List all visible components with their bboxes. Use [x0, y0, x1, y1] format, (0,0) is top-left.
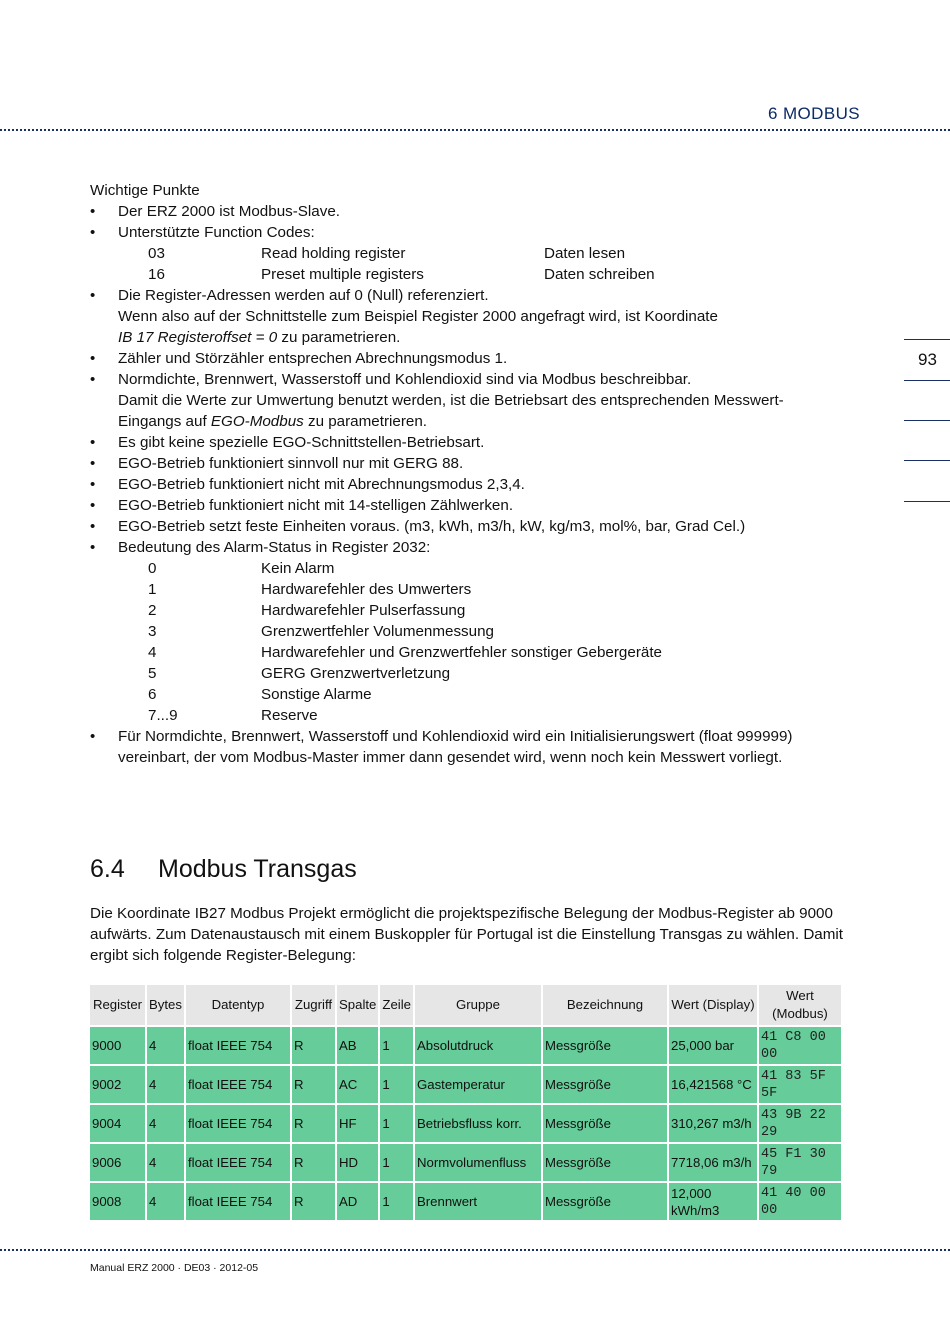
function-meaning: Daten schreiben — [544, 266, 655, 283]
table-cell: R — [292, 1066, 335, 1103]
table-cell: Messgröße — [543, 1027, 667, 1064]
table-cell: Gastemperatur — [415, 1066, 541, 1103]
list-item-text: EGO-Betrieb funktioniert nicht mit 14-stelligen Zählwerken. — [118, 497, 514, 514]
table-cell: 4 — [147, 1066, 184, 1103]
list-item-text: zu parametrieren. — [303, 413, 427, 430]
table-row — [90, 1027, 841, 1064]
alarm-codes — [118, 558, 850, 726]
alarm-text: Sonstige Alarme — [261, 686, 372, 703]
alarm-row — [118, 705, 850, 726]
column-header: Bezeichnung — [543, 985, 667, 1025]
page-number: 93 — [918, 350, 937, 369]
points-list — [90, 201, 850, 768]
list-item — [90, 726, 850, 768]
column-header: Spalte — [337, 985, 378, 1025]
alarm-text: Hardwarefehler Pulserfassung — [261, 602, 466, 619]
table-cell: 4 — [147, 1105, 184, 1142]
alarm-row — [118, 600, 850, 621]
list-item — [90, 432, 850, 453]
list-item — [90, 474, 850, 495]
header-dotted-divider — [0, 129, 950, 131]
table-cell: float IEEE 754 — [186, 1027, 290, 1064]
table-cell: 25,000 bar — [669, 1027, 757, 1064]
alarm-code: 2 — [148, 602, 157, 619]
table-cell: AB — [337, 1027, 378, 1064]
column-header: Datentyp — [186, 985, 290, 1025]
table-cell: 9008 — [90, 1183, 145, 1220]
important-points — [90, 180, 850, 768]
column-header: Zugriff — [292, 985, 335, 1025]
function-name: Read holding register — [261, 245, 406, 262]
table-cell: 9004 — [90, 1105, 145, 1142]
table-cell: 12,000 kWh/m3 — [669, 1183, 757, 1220]
table-cell: float IEEE 754 — [186, 1144, 290, 1181]
table-cell: Messgröße — [543, 1066, 667, 1103]
alarm-code: 3 — [148, 623, 157, 640]
alarm-code: 6 — [148, 686, 157, 703]
function-meaning: Daten lesen — [544, 245, 626, 262]
list-item — [90, 285, 850, 348]
table-cell: 310,267 m3/h — [669, 1105, 757, 1142]
alarm-row — [118, 558, 850, 579]
table-cell: 1 — [380, 1183, 413, 1220]
points-title: Wichtige Punkte — [90, 182, 200, 199]
table-cell: R — [292, 1105, 335, 1142]
table-cell: float IEEE 754 — [186, 1183, 290, 1220]
list-item-text: • Für Normdichte, Brennwert, Wasserstoff und Kohlendioxid wird ein Initialisierungswert (float 999999) — [118, 728, 793, 745]
mode-ref: EGO-Modbus — [210, 413, 304, 430]
column-header: Wert (Display) — [669, 985, 757, 1025]
alarm-row — [118, 621, 850, 642]
table-cell: 9002 — [90, 1066, 145, 1103]
table-cell: AC — [337, 1066, 378, 1103]
column-header: Gruppe — [415, 985, 541, 1025]
table-row — [90, 1144, 841, 1181]
alarm-code: 1 — [148, 581, 157, 598]
alarm-row — [118, 642, 850, 663]
alarm-text: Hardwarefehler und Grenzwertfehler sonstiger Gebergeräte — [261, 644, 662, 661]
table-cell: 4 — [147, 1183, 184, 1220]
list-item-text: EGO-Betrieb funktioniert nicht mit Abrechnungsmodus 2,3,4. — [118, 476, 525, 493]
function-name: Preset multiple registers — [261, 266, 424, 283]
list-item — [90, 537, 850, 726]
list-item-text: Damit die Werte zur Umwertung benutzt werden, ist die Betriebsart des entsprechenden Messwert- — [118, 392, 784, 409]
list-item — [90, 495, 850, 516]
section-title: Modbus Transgas — [158, 855, 357, 883]
table-cell: 41 C8 00 00 — [759, 1027, 841, 1064]
table-cell: AD — [337, 1183, 378, 1220]
list-item-text: Es gibt keine spezielle EGO-Schnittstellen-Betriebsart. — [118, 434, 485, 451]
table-cell: Messgröße — [543, 1183, 667, 1220]
function-code: 03 — [148, 245, 165, 262]
alarm-code: 4 — [148, 644, 157, 661]
table-cell: HD — [337, 1144, 378, 1181]
table-cell: R — [292, 1027, 335, 1064]
alarm-row — [118, 663, 850, 684]
table-cell: 41 40 00 00 — [759, 1183, 841, 1220]
function-code: 16 — [148, 266, 165, 283]
list-item-text — [118, 327, 850, 348]
coordinate-ref: IB 17 Registeroffset = 0 — [118, 329, 278, 346]
list-item — [90, 369, 850, 432]
table-cell: 43 9B 22 29 — [759, 1105, 841, 1142]
table-cell: Absolutdruck — [415, 1027, 541, 1064]
register-table — [88, 983, 843, 1222]
column-header: Bytes — [147, 985, 184, 1025]
column-header: Wert (Modbus) — [759, 985, 841, 1025]
list-item-text: vereinbart, der vom Modbus-Master immer dann gesendet wird, wenn noch kein Messwert vorliegt. — [118, 749, 783, 766]
table-cell: R — [292, 1144, 335, 1181]
alarm-text: Grenzwertfehler Volumenmessung — [261, 623, 494, 640]
table-cell: float IEEE 754 — [186, 1066, 290, 1103]
table-cell: Brennwert — [415, 1183, 541, 1220]
margin-line — [904, 420, 950, 421]
list-item-text: • Normdichte, Brennwert, Wasserstoff und Kohlendioxid sind via Modbus beschreibbar. — [118, 371, 692, 388]
table-cell: 1 — [380, 1105, 413, 1142]
table-cell: Messgröße — [543, 1105, 667, 1142]
table-cell: R — [292, 1183, 335, 1220]
alarm-code: 7...9 — [148, 707, 178, 724]
table-cell: 45 F1 30 79 — [759, 1144, 841, 1181]
section-heading — [90, 855, 357, 884]
table-body — [90, 1027, 841, 1220]
list-item — [90, 222, 850, 285]
table-row — [90, 1066, 841, 1103]
alarm-text: Hardwarefehler des Umwerters — [261, 581, 472, 598]
alarm-text: Kein Alarm — [261, 560, 335, 577]
margin-line — [904, 501, 950, 502]
table-cell: Betriebsfluss korr. — [415, 1105, 541, 1142]
table-header-row — [90, 985, 841, 1025]
footer-text: Manual ERZ 2000 · DE03 · 2012-05 — [90, 1262, 259, 1274]
alarm-text: GERG Grenzwertverletzung — [261, 665, 451, 682]
alarm-text: Reserve — [261, 707, 318, 724]
alarm-row — [118, 579, 850, 600]
function-code-row — [118, 243, 850, 264]
list-item-text: Der ERZ 2000 ist Modbus-Slave. — [118, 203, 340, 220]
table-cell: float IEEE 754 — [186, 1105, 290, 1142]
list-item — [90, 516, 850, 537]
list-item-text: Wenn also auf der Schnittstelle zum Beispiel Register 2000 angefragt wird, ist Koordinate — [118, 308, 718, 325]
chapter-header: 6 MODBUS — [768, 104, 860, 123]
function-codes — [118, 243, 850, 285]
list-item-text: Unterstützte Function Codes: — [118, 224, 315, 241]
table-cell: 4 — [147, 1144, 184, 1181]
table-cell: 41 83 5F 5F — [759, 1066, 841, 1103]
list-item-text: EGO-Betrieb setzt feste Einheiten voraus. (m3, kWh, m3/h, kW, kg/m3, mol%, bar, Grad Cel.) — [118, 518, 746, 535]
table-cell: 9006 — [90, 1144, 145, 1181]
alarm-code: 0 — [148, 560, 157, 577]
alarm-code: 5 — [148, 665, 157, 682]
list-item-text: Eingangs auf — [118, 413, 211, 430]
table-cell: Messgröße — [543, 1144, 667, 1181]
section-intro: Die Koordinate IB27 Modbus Projekt ermöglicht die projektspezifische Belegung der Modbus-Register ab 9000 aufwärts. Zum Datenaustausch mit einem Buskoppler für Portugal ist die Einstellung Transgas zu wählen. Damit ergibt sich folgende Register-Belegung: — [90, 905, 843, 964]
list-item-text — [118, 411, 850, 432]
table-cell: 4 — [147, 1027, 184, 1064]
table-cell: Normvolumenfluss — [415, 1144, 541, 1181]
alarm-row — [118, 684, 850, 705]
list-item — [90, 348, 850, 369]
list-item-text: EGO-Betrieb funktioniert sinnvoll nur mit GERG 88. — [118, 455, 464, 472]
list-item-text: Bedeutung des Alarm-Status in Register 2032: — [118, 539, 431, 556]
list-item-text: zu parametrieren. — [277, 329, 401, 346]
column-header: Zeile — [380, 985, 413, 1025]
table-cell: 16,421568 °C — [669, 1066, 757, 1103]
list-item — [90, 453, 850, 474]
footer-dotted-divider — [0, 1249, 950, 1251]
margin-line — [904, 460, 950, 461]
margin-line — [904, 380, 950, 381]
table-cell: 1 — [380, 1027, 413, 1064]
list-item — [90, 201, 850, 222]
list-item-text: • Die Register-Adressen werden auf 0 (Null) referenziert. — [118, 287, 489, 304]
table-row — [90, 1183, 841, 1220]
table-cell: 7718,06 m3/h — [669, 1144, 757, 1181]
margin-line — [904, 339, 950, 340]
column-header: Register — [90, 985, 145, 1025]
table-row — [90, 1105, 841, 1142]
list-item-text: Zähler und Störzähler entsprechen Abrechnungsmodus 1. — [118, 350, 508, 367]
table-cell: 9000 — [90, 1027, 145, 1064]
function-code-row — [118, 264, 850, 285]
table-cell: HF — [337, 1105, 378, 1142]
table-cell: 1 — [380, 1144, 413, 1181]
table-cell: 1 — [380, 1066, 413, 1103]
section-number: 6.4 — [90, 855, 125, 883]
